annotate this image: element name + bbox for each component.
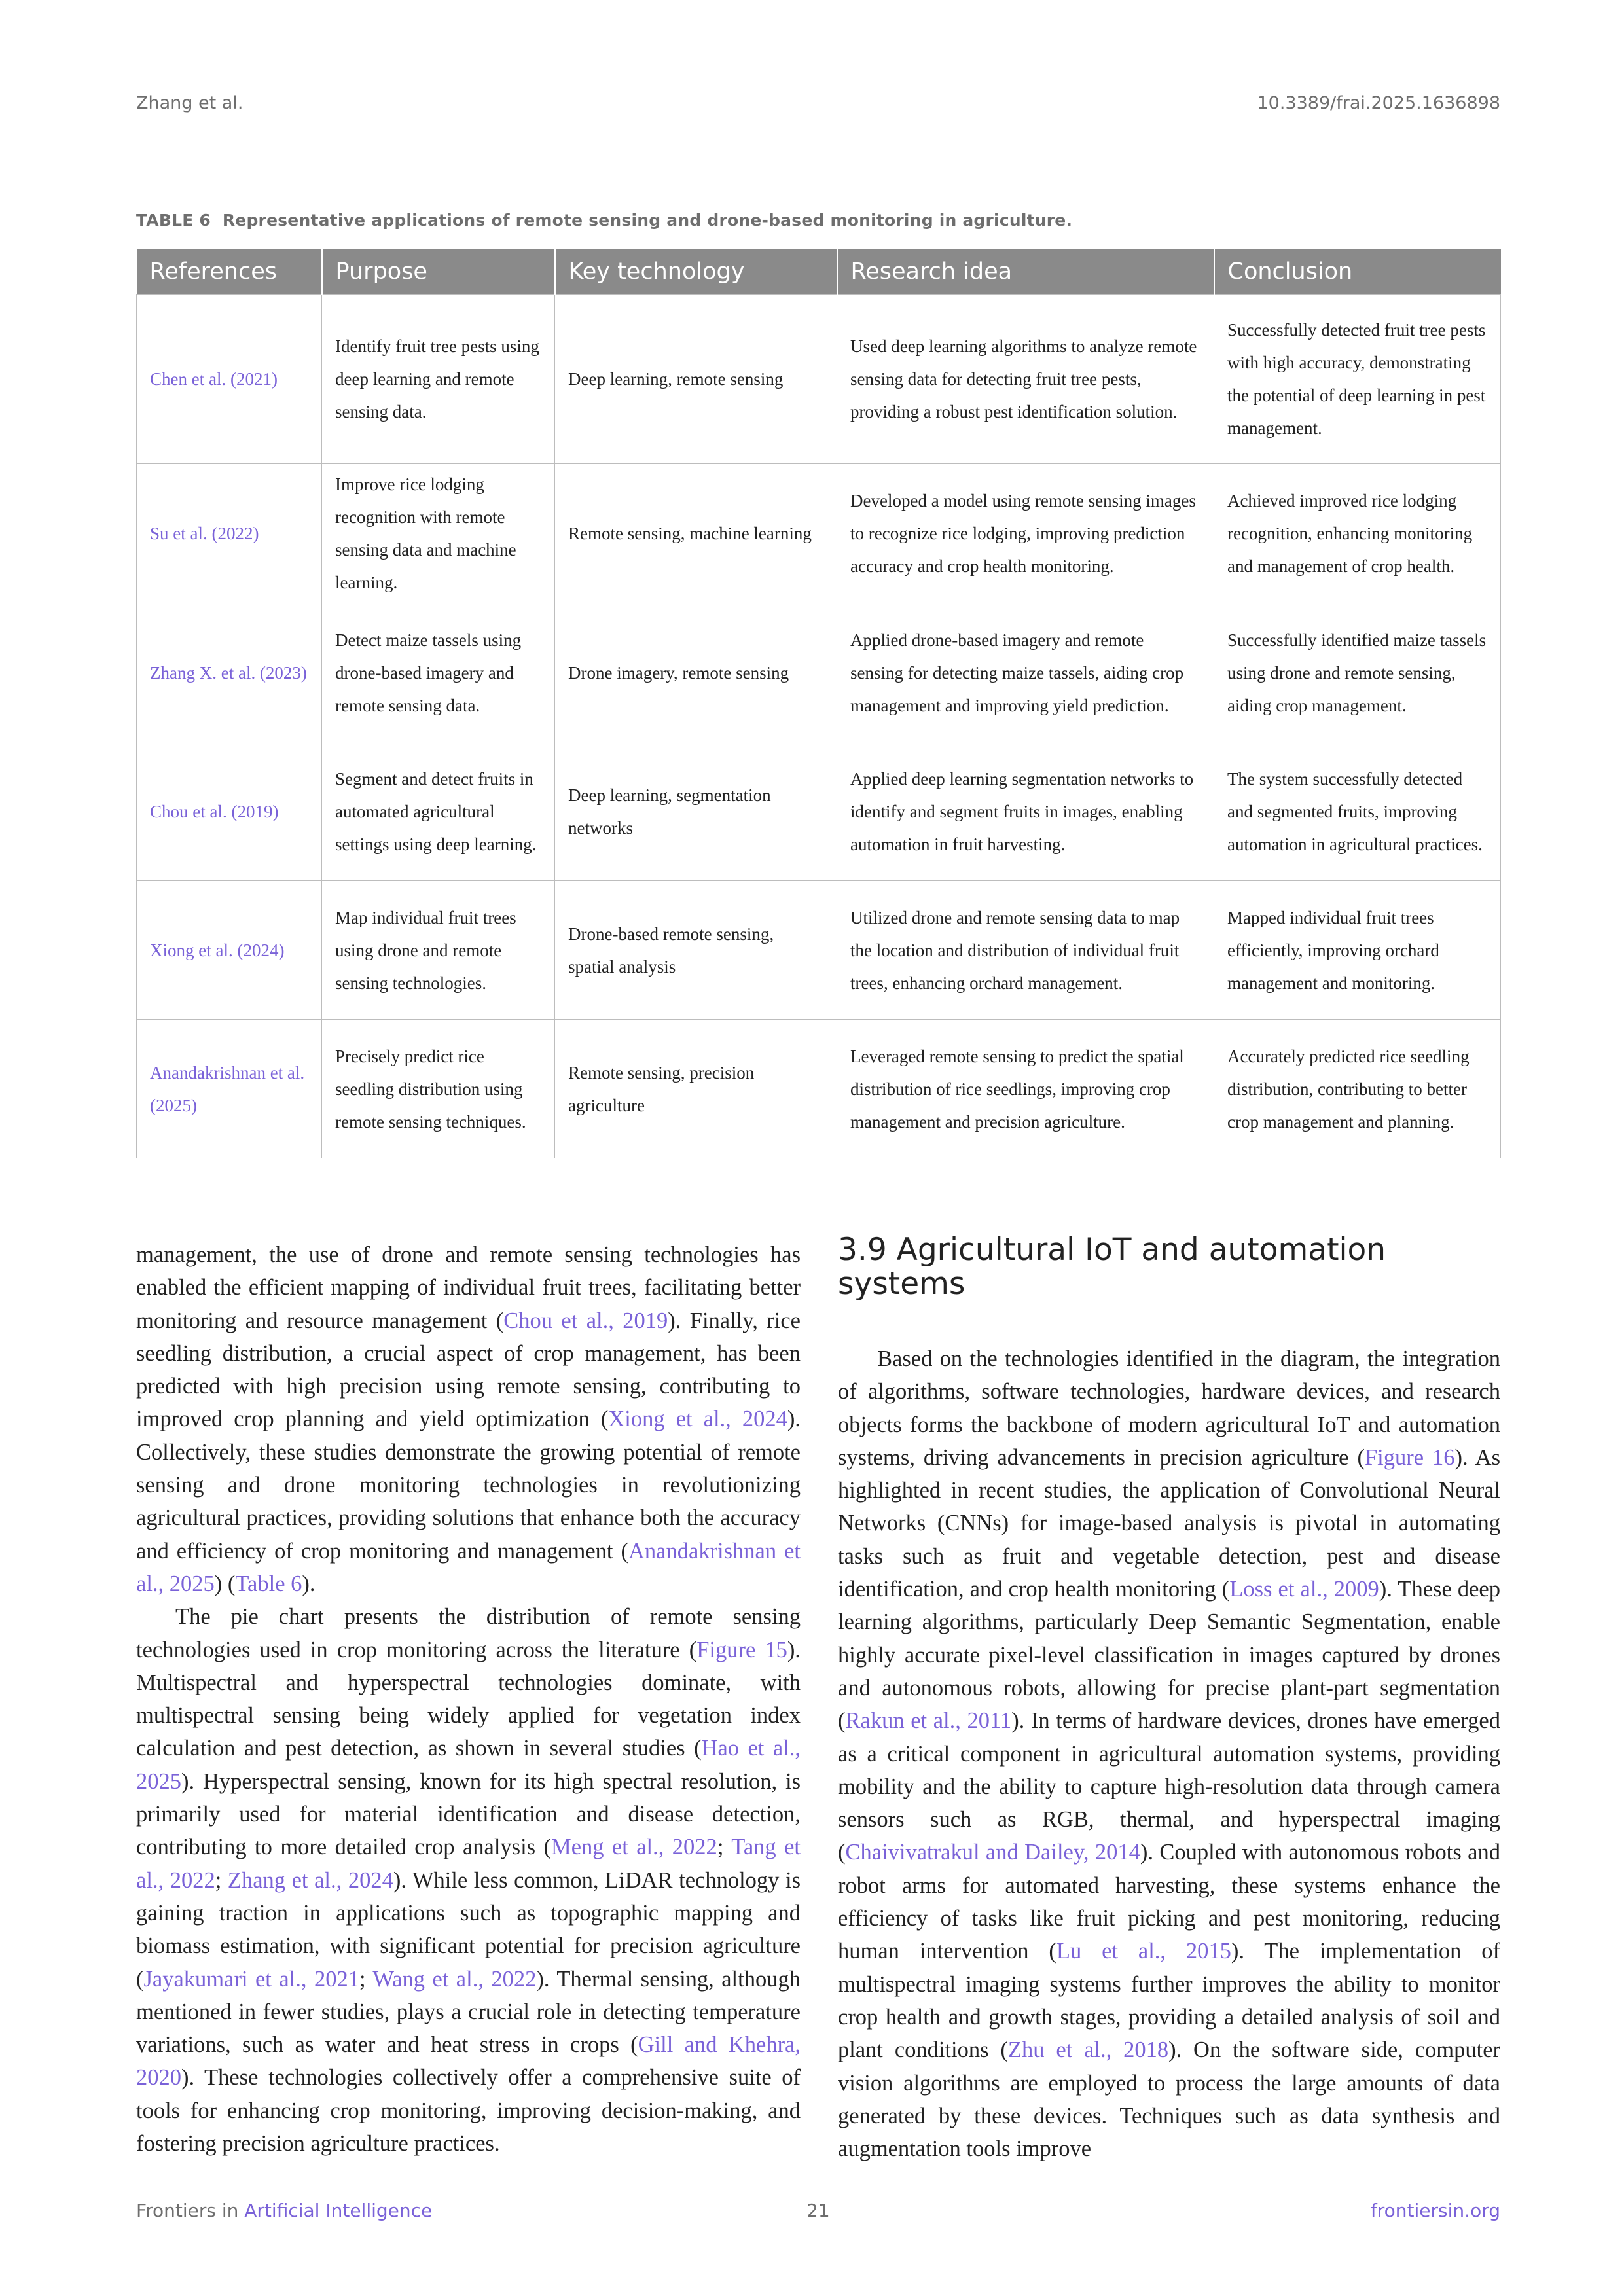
text-run: ). These technologies collectively offer a comprehensive suite of tools for enhancing crop monitoring, improving decision-making, and fostering precision agriculture practices. (136, 2065, 801, 2157)
column-header-conclusion: Conclusion (1214, 249, 1501, 295)
footer-site-link[interactable]: frontiersin.org (1370, 2200, 1500, 2221)
citation-link[interactable]: Zhang et al., 2024 (227, 1867, 393, 1893)
conclusion-cell: Mapped individual fruit trees efficiently, improving orchard management and monitoring. (1214, 881, 1501, 1020)
conclusion-cell: Successfully identified maize tassels using drone and remote sensing, aiding crop management. (1214, 603, 1501, 742)
purpose-cell: Improve rice lodging recognition with remote sensing data and machine learning. (322, 464, 555, 603)
table-header-row (137, 249, 1501, 295)
citation-link[interactable]: Lu et al., 2015 (1056, 1939, 1231, 1964)
citation-link[interactable]: Wang et al., 2022 (372, 1966, 537, 1992)
citation-link[interactable]: Rakun et al., 2011 (845, 1708, 1012, 1734)
section-heading: 3.9 Agricultural IoT and automation systems (838, 1232, 1386, 1302)
paragraph (136, 1238, 801, 1600)
reference-link[interactable]: Chou et al. (2019) (137, 742, 322, 881)
citation-link[interactable]: Xiong et al., 2024 (608, 1407, 787, 1432)
reference-link[interactable]: Xiong et al. (2024) (137, 881, 322, 1020)
footer-journal (136, 2200, 432, 2221)
text-run: ). (302, 1571, 316, 1596)
text-run: The pie chart presents the distribution of remote sensing technologies used in crop monitoring across the literature ( (136, 1604, 801, 1662)
reference-link[interactable]: Anandakrishnan et al. (2025) (137, 1020, 322, 1158)
technology-cell: Deep learning, segmentation networks (555, 742, 837, 881)
page-number: 21 (806, 2200, 830, 2221)
footer-journal-link[interactable]: Artificial Intelligence (244, 2200, 433, 2221)
conclusion-cell: Achieved improved rice lodging recognition, enhancing monitoring and management of crop health. (1214, 464, 1501, 603)
running-header-authors: Zhang et al. (136, 93, 244, 113)
reference-link[interactable]: Zhang X. et al. (2023) (137, 603, 322, 742)
technology-cell: Drone-based remote sensing, spatial analysis (555, 881, 837, 1020)
text-run: ). Hyperspectral sensing, known for its high spectral resolution, is primarily used for material identification and disease detection, contributing to more detailed crop analysis ( (136, 1768, 801, 1860)
text-run: ). Coupled with autonomous robots and robot arms for automated harvesting, these systems enhance the efficiency of tasks like fruit picking and pest monitoring, reducing human intervention ( (838, 1840, 1500, 1964)
text-run: ; (359, 1966, 373, 1992)
purpose-cell: Map individual fruit trees using drone and remote sensing technologies. (322, 881, 555, 1020)
table-row (137, 464, 1501, 603)
applications-table (136, 249, 1501, 1158)
text-run: ). In terms of hardware devices, drones have emerged as a critical component in agricultural automation systems, providing mobility and the ability to capture high-resolution data through camera sensors such as RGB, thermal, and hyperspectral imaging ( (838, 1708, 1500, 1865)
text-run: ). On the software side, computer vision algorithms are employed to process the large amounts of data generated by these devices. Techniques such as data synthesis and augmentation tools improve (838, 2037, 1500, 2162)
table-caption-title: Representative applications of remote sensing and drone-based monitoring in agriculture. (222, 211, 1073, 230)
column-header-key-technology: Key technology (555, 249, 837, 295)
footer-journal-prefix: Frontiers in (136, 2200, 245, 2221)
text-run: ). Collectively, these studies demonstrate the growing potential of remote sensing and drone monitoring technologies in revolutionizing agricultural practices, providing solutions that enhance both the accuracy and efficiency of crop monitoring and management ( (136, 1407, 801, 1564)
citation-link[interactable]: Jayakumari et al., 2021 (143, 1966, 359, 1992)
text-run: ). Multispectral and hyperspectral technologies dominate, with multispectral sensing being widely applied for vegetation index calculation and pest detection, as shown in several studies ( (136, 1637, 801, 1761)
text-run: ). Finally, rice seedling distribution, a crucial aspect of crop management, has been predicted with high precision using remote sensing, contributing to improved crop planning and yield optimization ( (136, 1308, 801, 1432)
table-row (137, 881, 1501, 1020)
citation-link[interactable]: Table 6 (235, 1571, 302, 1596)
research-idea-cell: Used deep learning algorithms to analyze remote sensing data for detecting fruit tree pests, providing a robust pest identification solution. (837, 295, 1214, 464)
purpose-cell: Precisely predict rice seedling distribution using remote sensing techniques. (322, 1020, 555, 1158)
purpose-cell: Segment and detect fruits in automated agricultural settings using deep learning. (322, 742, 555, 881)
technology-cell: Remote sensing, precision agriculture (555, 1020, 837, 1158)
text-run: ) ( (214, 1571, 236, 1596)
column-header-purpose: Purpose (322, 249, 555, 295)
purpose-cell: Identify fruit tree pests using deep learning and remote sensing data. (322, 295, 555, 464)
technology-cell: Remote sensing, machine learning (555, 464, 837, 603)
table-row (137, 295, 1501, 464)
citation-link[interactable]: Chou et al., 2019 (503, 1308, 668, 1333)
reference-link[interactable]: Chen et al. (2021) (137, 295, 322, 464)
research-idea-cell: Developed a model using remote sensing images to recognize rice lodging, improving prediction accuracy and crop health monitoring. (837, 464, 1214, 603)
text-run: ). The implementation of multispectral imaging systems further improves the ability to monitor crop health and growth stages, providing a detailed analysis of soil and plant conditions ( (838, 1939, 1500, 2063)
running-header-doi: 10.3389/frai.2025.1636898 (1257, 93, 1500, 113)
text-run: management, the use of drone and remote sensing technologies has enabled the efficient mapping of individual fruit trees, facilitating better monitoring and resource management ( (136, 1242, 801, 1333)
citation-link[interactable]: Anandakrishnan et al., 2025 (136, 1538, 801, 1596)
text-run: ; (215, 1867, 228, 1893)
citation-link[interactable]: Hao et al., 2025 (136, 1736, 801, 1794)
table-row (137, 603, 1501, 742)
text-run: ). Thermal sensing, although mentioned in fewer studies, plays a crucial role in detecting temperature variations, such as water and heat stress in crops ( (136, 1966, 801, 2058)
research-idea-cell: Applied drone-based imagery and remote sensing for detecting maize tassels, aiding crop management and improving yield prediction. (837, 603, 1214, 742)
reference-link[interactable]: Su et al. (2022) (137, 464, 322, 603)
text-run: Based on the technologies identified in the diagram, the integration of algorithms, software technologies, hardware devices, and research objects forms the backbone of modern agricultural IoT and automation systems, driving advancements in precision agriculture ( (838, 1346, 1500, 1470)
citation-link[interactable]: Zhu et al., 2018 (1007, 2037, 1169, 2063)
citation-link[interactable]: Tang et al., 2022 (136, 1835, 801, 1893)
left-column-text (136, 1238, 801, 2160)
citation-link[interactable]: Meng et al., 2022 (551, 1835, 717, 1860)
table-row (137, 1020, 1501, 1158)
research-idea-cell: Utilized drone and remote sensing data to map the location and distribution of individual fruit trees, enhancing orchard management. (837, 881, 1214, 1020)
purpose-cell: Detect maize tassels using drone-based imagery and remote sensing data. (322, 603, 555, 742)
technology-cell: Deep learning, remote sensing (555, 295, 837, 464)
column-header-references: References (137, 249, 322, 295)
paragraph (838, 1342, 1500, 2165)
table-row (137, 742, 1501, 881)
citation-link[interactable]: Figure 15 (696, 1637, 787, 1662)
citation-link[interactable]: Figure 16 (1364, 1444, 1455, 1470)
right-column-text (838, 1342, 1500, 2165)
table-caption-label: TABLE 6 (136, 211, 211, 230)
paragraph (136, 1600, 801, 2160)
text-run: ). As highlighted in recent studies, the application of Convolutional Neural Networks (CNNs) for image-based analysis is pivotal in automating tasks such as fruit and vegetable detection, pest and disease identification, and crop health monitoring ( (838, 1444, 1500, 1602)
column-header-research-idea: Research idea (837, 249, 1214, 295)
conclusion-cell: Successfully detected fruit tree pests with high accuracy, demonstrating the potential of deep learning in pest management. (1214, 295, 1501, 464)
research-idea-cell: Applied deep learning segmentation networks to identify and segment fruits in images, enabling automation in fruit harvesting. (837, 742, 1214, 881)
text-run: ). While less common, LiDAR technology is gaining traction in applications such as topographic mapping and biomass estimation, with significant potential for precision agriculture ( (136, 1867, 801, 1992)
text-run: ). These deep learning algorithms, particularly Deep Semantic Segmentation, enable highly accurate pixel-level classification in images captured by drones and autonomous robots, allowing for precise plant-part segmentation ( (838, 1577, 1500, 1734)
table-caption (136, 211, 1072, 230)
research-idea-cell: Leveraged remote sensing to predict the spatial distribution of rice seedlings, improving crop management and precision agriculture. (837, 1020, 1214, 1158)
conclusion-cell: Accurately predicted rice seedling distribution, contributing to better crop management and planning. (1214, 1020, 1501, 1158)
citation-link[interactable]: Gill and Khehra, 2020 (136, 2032, 801, 2090)
citation-link[interactable]: Loss et al., 2009 (1229, 1577, 1379, 1602)
technology-cell: Drone imagery, remote sensing (555, 603, 837, 742)
conclusion-cell: The system successfully detected and segmented fruits, improving automation in agricultural practices. (1214, 742, 1501, 881)
citation-link[interactable]: Chaivivatrakul and Dailey, 2014 (845, 1840, 1140, 1865)
text-run: ; (717, 1835, 732, 1860)
